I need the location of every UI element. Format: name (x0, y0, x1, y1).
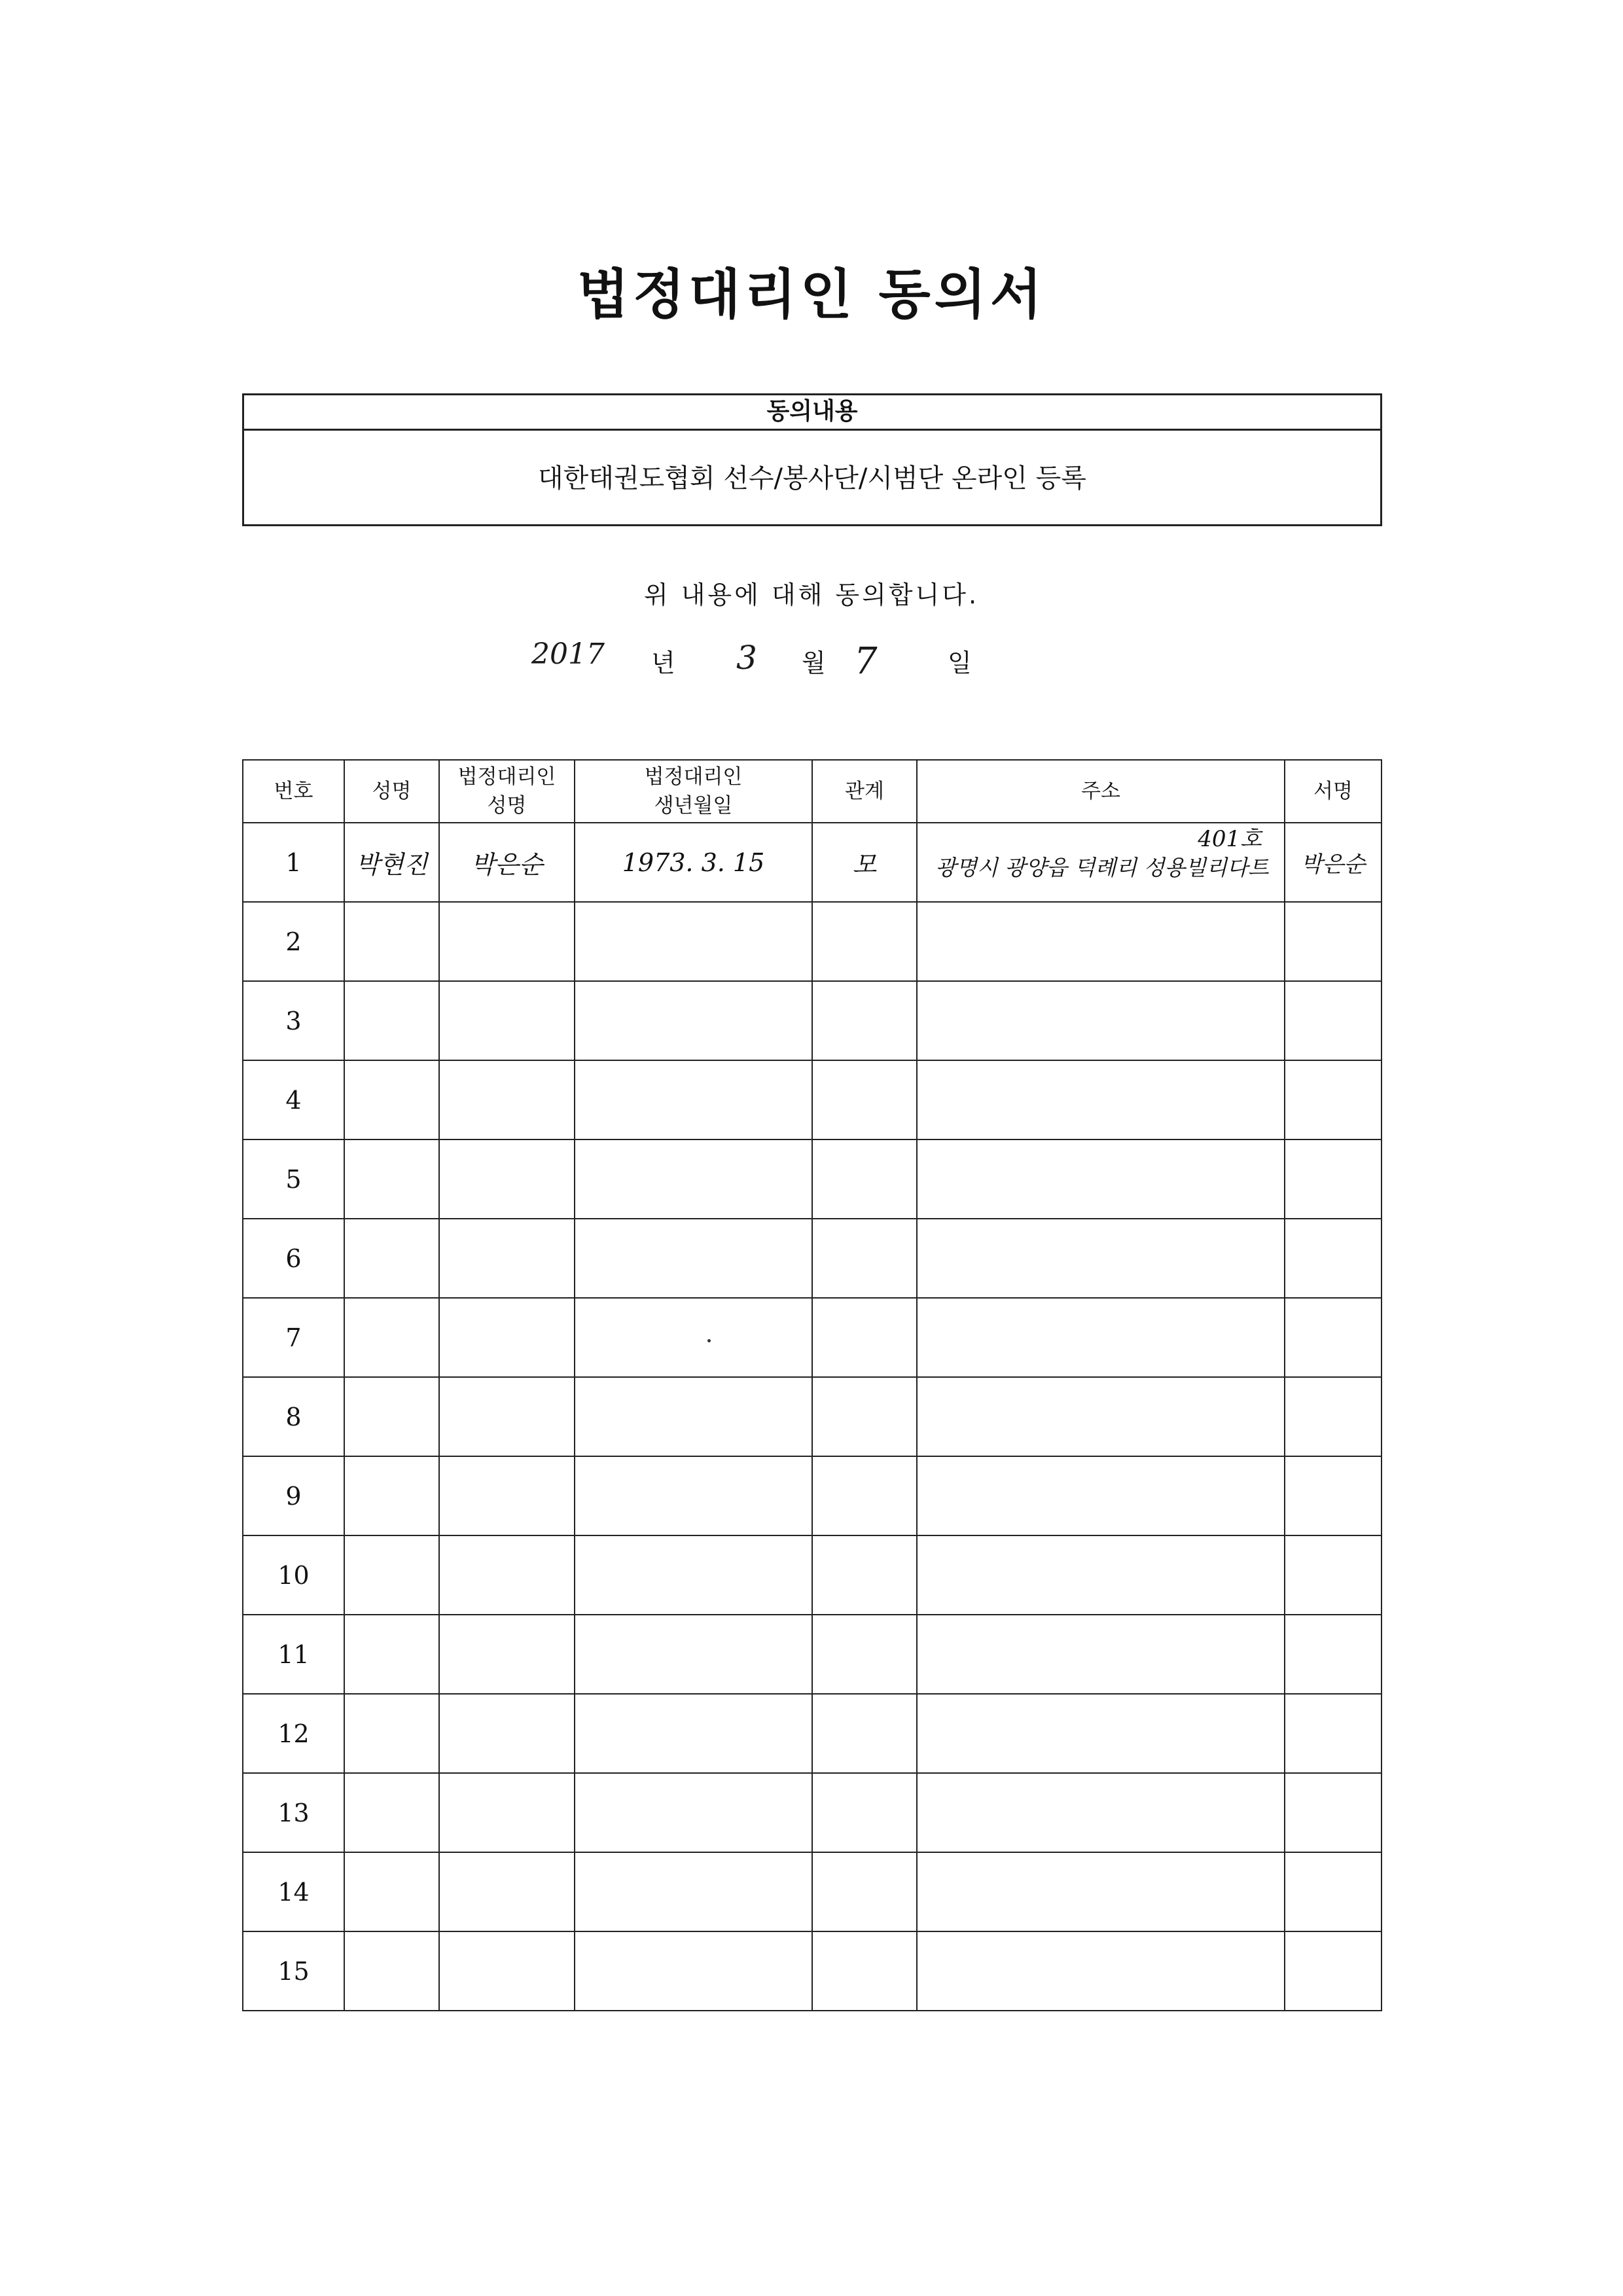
table-row (243, 1456, 1382, 1535)
row-guardian-name (439, 902, 575, 981)
row-name (344, 1694, 439, 1773)
row-guardian-birth (575, 1377, 812, 1456)
row-guardian-birth (575, 1219, 812, 1298)
row-address (917, 1377, 1285, 1456)
row-signature (1285, 902, 1382, 981)
row-number: 4 (243, 1060, 344, 1139)
table-row (243, 1298, 1382, 1377)
header-guardian-birth (575, 760, 812, 823)
row-name: 박현진 (344, 823, 439, 902)
row-address (917, 1139, 1285, 1219)
row-number: 7 (243, 1298, 344, 1377)
row-guardian-birth (575, 1139, 812, 1219)
row-signature (1285, 1535, 1382, 1615)
table-row (243, 981, 1382, 1060)
row-number: 14 (243, 1852, 344, 1931)
row-relation (812, 1377, 917, 1456)
table-row (243, 823, 1382, 902)
row-signature: 박은순 (1285, 823, 1382, 902)
row-signature (1285, 1219, 1382, 1298)
row-relation (812, 981, 917, 1060)
row-address (917, 1298, 1285, 1377)
row-address (917, 1931, 1285, 2011)
row-relation (812, 1694, 917, 1773)
row-name (344, 1377, 439, 1456)
row-guardian-name (439, 1773, 575, 1852)
row-number: 6 (243, 1219, 344, 1298)
row-number: 11 (243, 1615, 344, 1694)
scan-speck (707, 1339, 711, 1342)
row-guardian-birth (575, 1773, 812, 1852)
row-address (917, 1060, 1285, 1139)
row-relation (812, 1139, 917, 1219)
row-number: 12 (243, 1694, 344, 1773)
row-guardian-birth: 1973. 3. 15 (575, 823, 812, 902)
row-name (344, 1852, 439, 1931)
row-guardian-birth (575, 1298, 812, 1377)
row-address (917, 1773, 1285, 1852)
row-address (917, 1852, 1285, 1931)
row-guardian-name (439, 1535, 575, 1615)
header-signature: 서명 (1285, 760, 1382, 823)
row-guardian-name (439, 1219, 575, 1298)
row-guardian-name: 박은순 (439, 823, 575, 902)
row-guardian-birth (575, 1852, 812, 1931)
document-title: 법정대리인 동의서 (577, 264, 1046, 326)
row-name (344, 1139, 439, 1219)
row-relation (812, 1298, 917, 1377)
row-guardian-birth (575, 902, 812, 981)
row-signature (1285, 1852, 1382, 1931)
row-number: 10 (243, 1535, 344, 1615)
row-guardian-name (439, 1456, 575, 1535)
header-guardian-birth-line2: 생년월일 (654, 794, 733, 817)
table-row (243, 1219, 1382, 1298)
header-name: 성명 (344, 760, 439, 823)
table-row (243, 1931, 1382, 2011)
row-guardian-name (439, 1694, 575, 1773)
row-name (344, 1615, 439, 1694)
row-relation (812, 902, 917, 981)
row-guardian-name (439, 1615, 575, 1694)
row-address-note: 401호 (1198, 826, 1262, 852)
row-address (917, 1615, 1285, 1694)
row-address (917, 1219, 1285, 1298)
row-number: 8 (243, 1377, 344, 1456)
row-signature (1285, 981, 1382, 1060)
row-guardian-birth (575, 1535, 812, 1615)
row-number: 9 (243, 1456, 344, 1535)
row-name (344, 1456, 439, 1535)
table-row (243, 1852, 1382, 1931)
header-number: 번호 (243, 760, 344, 823)
table-row (243, 1060, 1382, 1139)
row-signature (1285, 1931, 1382, 2011)
table-header-row (243, 760, 1382, 823)
row-address (917, 902, 1285, 981)
row-relation (812, 1219, 917, 1298)
row-name (344, 1773, 439, 1852)
row-relation (812, 1773, 917, 1852)
row-guardian-birth (575, 981, 812, 1060)
row-signature (1285, 1773, 1382, 1852)
row-number: 15 (243, 1931, 344, 2011)
row-guardian-name (439, 1139, 575, 1219)
row-guardian-birth (575, 1615, 812, 1694)
row-signature (1285, 1377, 1382, 1456)
header-guardian-name-line1: 법정대리인 (457, 765, 556, 789)
header-address: 주소 (917, 760, 1285, 823)
row-address (917, 1694, 1285, 1773)
date-month-value: 3 (736, 639, 757, 677)
date-month-unit: 월 (802, 649, 826, 677)
agreement-statement: 위 내용에 대해 동의합니다. (643, 581, 980, 609)
table-row (243, 1694, 1382, 1773)
date-day-unit: 일 (948, 649, 972, 677)
date-year-unit: 년 (651, 649, 675, 677)
header-guardian-name-line2: 성명 (487, 794, 527, 817)
row-relation (812, 1535, 917, 1615)
row-address (917, 981, 1285, 1060)
row-relation (812, 1060, 917, 1139)
row-guardian-name (439, 1377, 575, 1456)
row-signature (1285, 1139, 1382, 1219)
row-guardian-birth (575, 1060, 812, 1139)
header-relation: 관계 (812, 760, 917, 823)
consent-content-box (242, 393, 1382, 526)
row-name (344, 1219, 439, 1298)
row-signature (1285, 1456, 1382, 1535)
table-row (243, 902, 1382, 981)
row-signature (1285, 1060, 1382, 1139)
row-number: 5 (243, 1139, 344, 1219)
row-number: 3 (243, 981, 344, 1060)
row-relation (812, 1456, 917, 1535)
header-guardian-birth-line1: 법정대리인 (644, 765, 743, 789)
row-relation: 모 (812, 823, 917, 902)
date-line (0, 637, 1623, 695)
row-address (917, 1535, 1285, 1615)
consent-header: 동의내용 (244, 395, 1380, 431)
row-name (344, 1060, 439, 1139)
row-relation (812, 1931, 917, 2011)
row-name (344, 1931, 439, 2011)
row-name (344, 1298, 439, 1377)
row-name (344, 981, 439, 1060)
header-guardian-name (439, 760, 575, 823)
row-guardian-birth (575, 1456, 812, 1535)
table-row (243, 1615, 1382, 1694)
row-address (917, 823, 1285, 902)
guardian-consent-table (242, 759, 1382, 2011)
row-address-text: 광명시 광양읍 덕례리 성용빌리다트 (935, 855, 1269, 880)
consent-content: 대한태권도협회 선수/봉사단/시범단 온라인 등록 (538, 463, 1086, 493)
table-row (243, 1377, 1382, 1456)
row-guardian-name (439, 1298, 575, 1377)
row-guardian-name (439, 1852, 575, 1931)
date-day-value: 7 (854, 640, 878, 683)
row-relation (812, 1852, 917, 1931)
row-name (344, 902, 439, 981)
row-relation (812, 1615, 917, 1694)
date-year-value: 2017 (531, 637, 605, 671)
table-row (243, 1535, 1382, 1615)
row-address (917, 1456, 1285, 1535)
row-guardian-birth (575, 1694, 812, 1773)
row-number: 13 (243, 1773, 344, 1852)
row-signature (1285, 1615, 1382, 1694)
row-signature (1285, 1298, 1382, 1377)
row-signature (1285, 1694, 1382, 1773)
row-guardian-birth (575, 1931, 812, 2011)
row-guardian-name (439, 1060, 575, 1139)
row-guardian-name (439, 981, 575, 1060)
row-number: 1 (243, 823, 344, 902)
table-row (243, 1139, 1382, 1219)
row-number: 2 (243, 902, 344, 981)
row-guardian-name (439, 1931, 575, 2011)
table-row (243, 1773, 1382, 1852)
row-name (344, 1535, 439, 1615)
